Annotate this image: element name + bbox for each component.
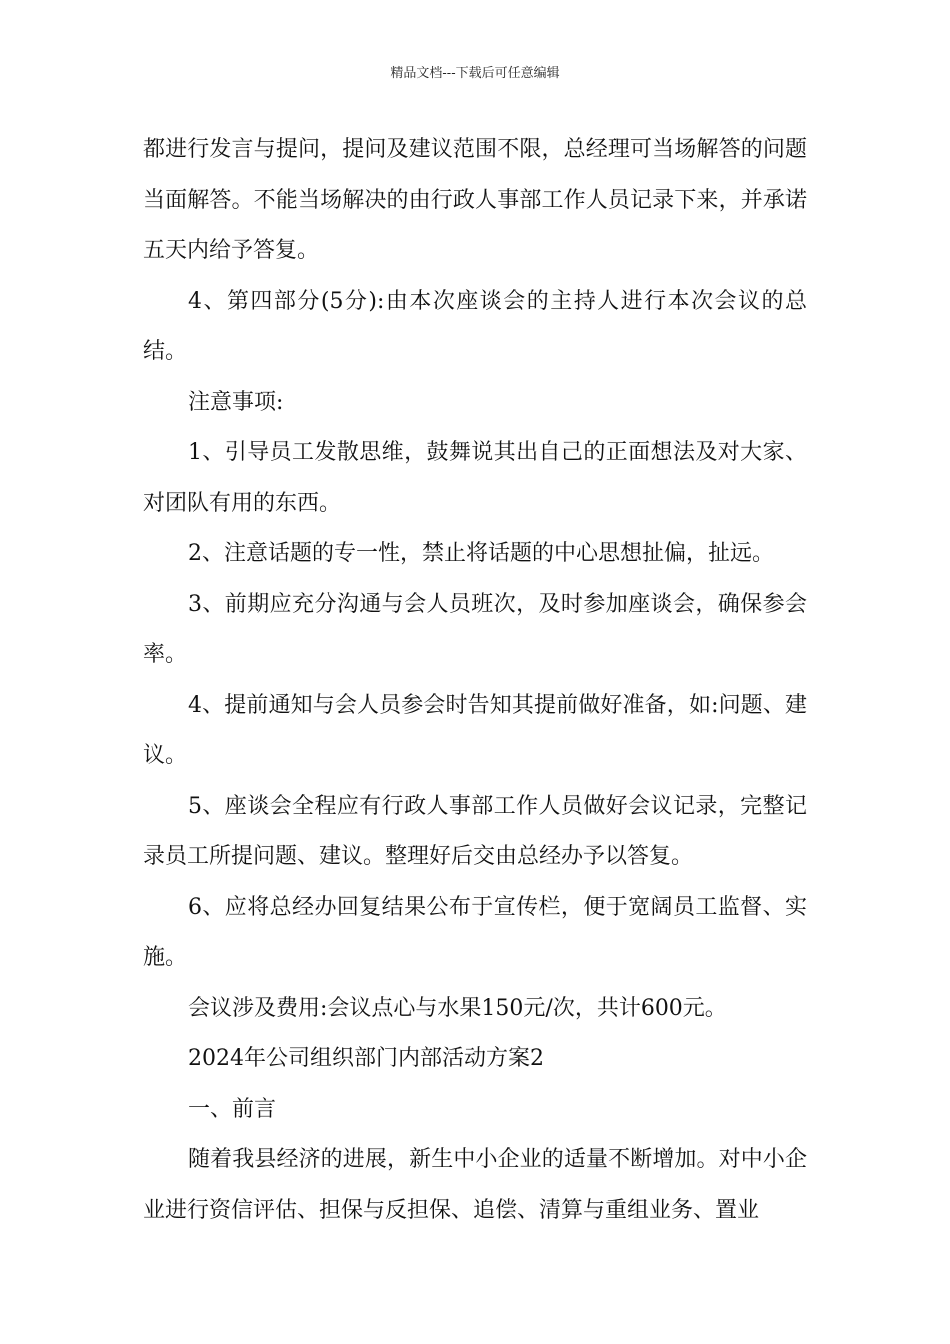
paragraph-continuation: 都进行发言与提问，提问及建议范围不限，总经理可当场解答的问题当面解答。不能当场解决的由行政人事部工作人员记录下来，并承诺五天内给予答复。 bbox=[143, 137, 807, 263]
note-item-5: 5、座谈会全程应有行政人事部工作人员做好会议记录，完整记录员工所提问题、建议。整理好后交由总经办予以答复。 bbox=[143, 793, 807, 869]
paragraph-preface: 随着我县经济的进展，新生中小企业的适量不断增加。对中小企业进行资信评估、担保与反担保、追偿、清算与重组业务、置业 bbox=[143, 1147, 807, 1223]
paragraph-expenses: 会议涉及费用:会议点心与水果150元/次，共计600元。 bbox=[188, 995, 727, 1021]
section-heading-notes: 注意事项: bbox=[188, 389, 284, 415]
document-title-plan-2: 2024年公司组织部门内部活动方案2 bbox=[188, 1046, 544, 1071]
note-item-1: 1、引导员工发散思维，鼓舞说其出自己的正面想法及对大家、对团队有用的东西。 bbox=[143, 440, 807, 516]
section-heading-preface: 一、前言 bbox=[188, 1096, 277, 1122]
note-item-2: 2、注意话题的专一性，禁止将话题的中心思想扯偏，扯远。 bbox=[188, 541, 774, 566]
page-header: 精品文档---下载后可任意编辑 bbox=[390, 66, 560, 81]
document-body bbox=[143, 125, 807, 1236]
note-item-3: 3、前期应充分沟通与会人员班次，及时参加座谈会，确保参会率。 bbox=[143, 591, 807, 667]
note-item-6: 6、应将总经办回复结果公布于宣传栏，便于宽阔员工监督、实施。 bbox=[143, 894, 807, 970]
paragraph-part-four: 4、第四部分(5分):由本次座谈会的主持人进行本次会议的总结。 bbox=[143, 288, 807, 364]
note-item-4: 4、提前通知与会人员参会时告知其提前做好准备，如:问题、建议。 bbox=[143, 692, 807, 768]
